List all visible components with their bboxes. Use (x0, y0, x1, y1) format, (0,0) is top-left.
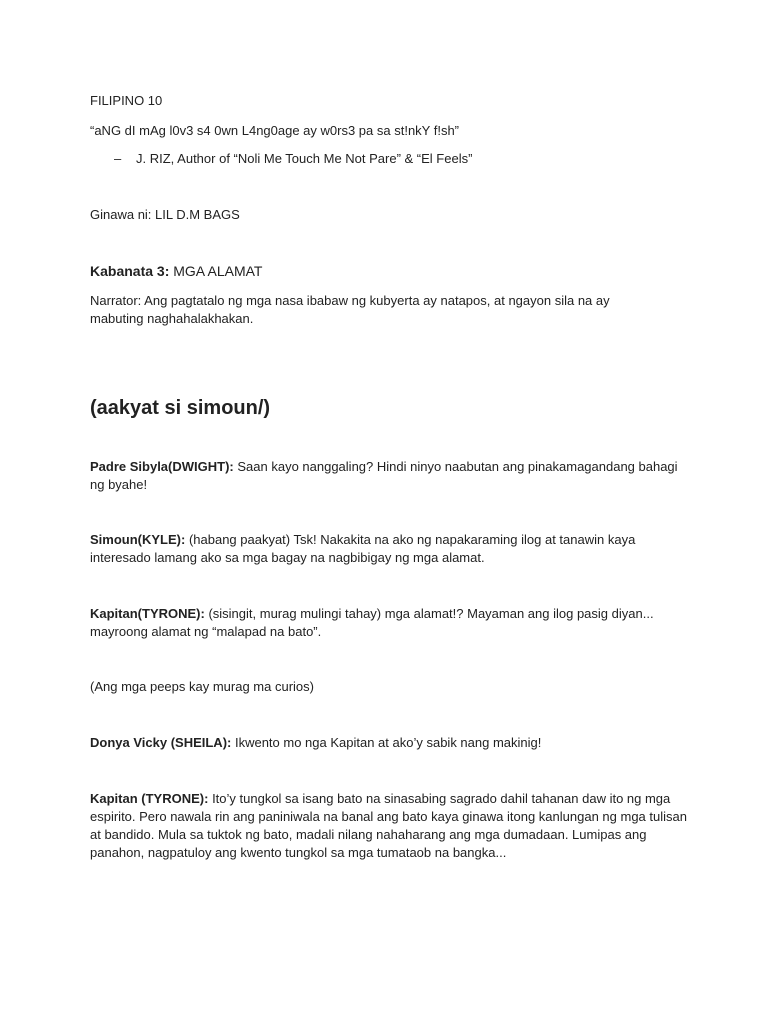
dialogue-text: (sisingit, murag mulingi tahay) mga alamat!? Mayaman ang ilog pasig diyan... mayroong alamat ng “malapad na bato”. (90, 606, 654, 639)
dialogue-text: (Ang mga peeps kay murag ma curios) (90, 679, 314, 694)
stage-note (90, 678, 690, 696)
dialogue-line (90, 458, 690, 494)
dialogue-line (90, 790, 690, 862)
speaker-name: Kapitan (TYRONE): (90, 791, 209, 806)
dialogue-text: (habang paakyat) Tsk! Nakakita na ako ng napakaraming ilog at tanawin kaya interesado lamang ako sa mga bagay na nagbibigay ng mga alamat. (90, 532, 636, 565)
chapter-title: MGA ALAMAT (173, 263, 263, 279)
chapter-label: Kabanata 3: (90, 263, 174, 279)
speaker-name: Donya Vicky (SHEILA): (90, 735, 232, 750)
dialogue-line (90, 531, 690, 567)
stage-direction: (aakyat si simoun/) (90, 397, 271, 419)
subject-line: FILIPINO 10 (90, 93, 163, 108)
dialogue-text: Saan kayo nanggaling? Hindi ninyo naabutan ang pinakamagandang bahagi ng byahe! (90, 459, 678, 492)
dialogue-text: Ito’y tungkol sa isang bato na sinasabing sagrado dahil tahanan daw ito ng mga espirito. Pero nawala rin ang paniniwala na banal ang bato kaya ginawa itong kanlungan ng mga tulisan at bandido. Mula sa tuktok ng bato, madali nilang nahaharang ang mga dumadaan. Lumipas ang panahon, nagpatuloy ang kwento tungkol sa mga tumataob na bangka... (90, 791, 687, 860)
speaker-name: Padre Sibyla(DWIGHT): (90, 459, 234, 474)
author-line: Ginawa ni: LIL D.M BAGS (90, 207, 240, 222)
epigraph-attribution: J. RIZ, Author of “Noli Me Touch Me Not Pare” & “El Feels” (136, 151, 473, 166)
chapter-heading (90, 262, 262, 280)
attribution-dash: – (114, 151, 122, 166)
epigraph-quote: “aNG dI mAg l0v3 s4 0wn L4ng0age ay w0rs3 pa sa st!nkY f!sh” (90, 123, 460, 138)
narrator-paragraph: Narrator: Ang pagtatalo ng mga nasa ibabaw ng kubyerta ay natapos, at ngayon sila na ay mabuting naghahalakhakan. (90, 293, 610, 326)
dialogue-line (90, 605, 680, 641)
speaker-name: Kapitan(TYRONE): (90, 606, 205, 621)
dialogue-line (90, 734, 690, 752)
speaker-name: Simoun(KYLE): (90, 532, 186, 547)
dialogue-text: Ikwento mo nga Kapitan at ako’y sabik nang makinig! (231, 735, 542, 750)
